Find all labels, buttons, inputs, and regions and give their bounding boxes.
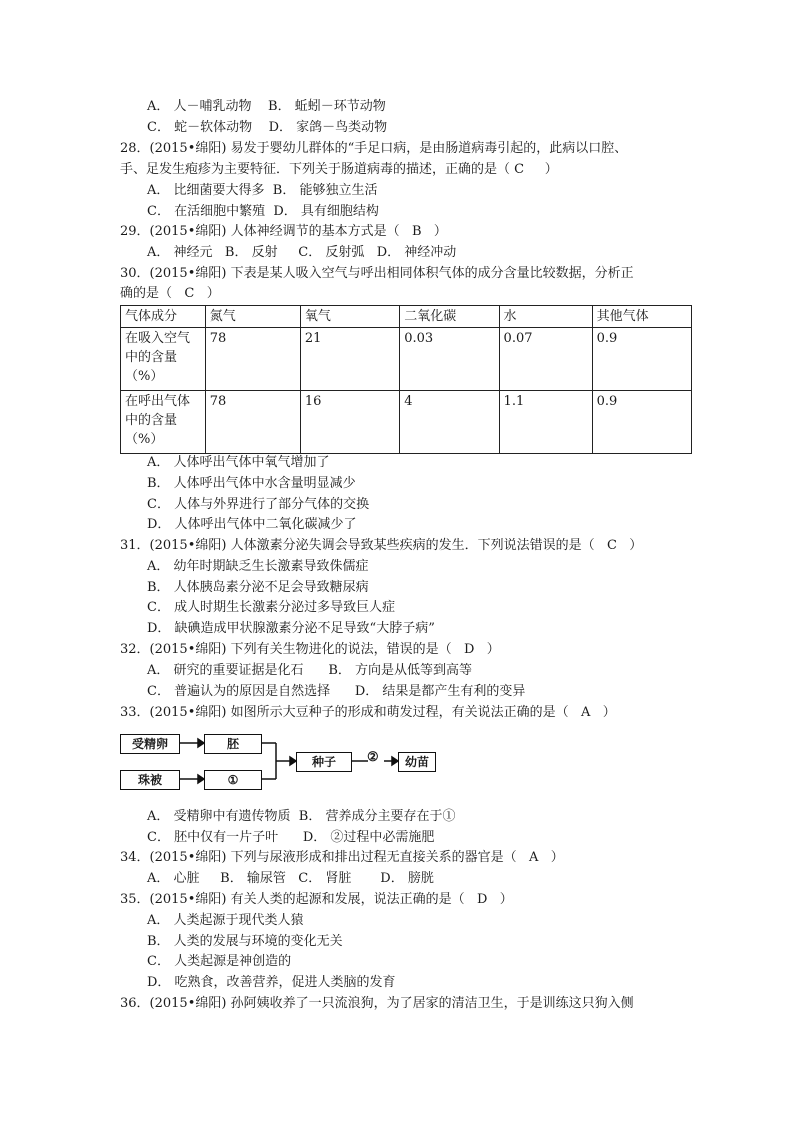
q31-option-d: D． 缺碘造成甲状腺激素分泌不足导致“大脖子病” xyxy=(147,621,435,636)
q35-option-a: A． 人类起源于现代类人猿 xyxy=(147,913,304,928)
q35-stem: 35．(2015•绵阳) 有关人类的起源和发展，说法正确的是（ D ） xyxy=(120,892,513,907)
q33-options-cd: C． 胚中仅有一片子叶 D． ②过程中必需施肥 xyxy=(147,830,435,845)
q30-option-c: C． 人体与外界进行了部分气体的交换 xyxy=(147,497,370,512)
row-label-line: 中的含量 xyxy=(125,350,178,365)
table-header-row xyxy=(121,306,692,328)
q31-option-a: A． 幼年时期缺乏生长激素导致侏儒症 xyxy=(147,559,369,574)
table-header-cell: 其他气体 xyxy=(592,306,691,328)
q29-options: A． 神经元 B． 反射 C． 反射弧 D． 神经冲动 xyxy=(147,245,457,260)
table-row-label xyxy=(121,391,206,454)
table-header-cell: 水 xyxy=(499,306,592,328)
q30-option-d: D． 人体呼出气体中二氧化碳减少了 xyxy=(147,517,357,532)
q29-stem: 29．(2015•绵阳) 人体神经调节的基本方式是（ B ） xyxy=(120,224,447,239)
table-cell: 21 xyxy=(300,328,399,391)
row-label-line: （%） xyxy=(125,369,164,384)
table-cell: 0.07 xyxy=(499,328,592,391)
row-label-line: 中的含量 xyxy=(125,413,178,428)
q28-stem-line2: 手、足发生疱疹为主要特征．下列关于肠道病毒的描述，正确的是（ C ） xyxy=(120,162,558,177)
germination-step-label: ② xyxy=(367,750,379,765)
table-header-cell: 氮气 xyxy=(205,306,300,328)
q28-stem-line1: 28．(2015•绵阳) 易发于婴幼儿群体的“手足口病，是由肠道病毒引起的，此病以口腔、 xyxy=(120,141,628,156)
q32-options-cd: C． 普遍认为的原因是自然选择 D． 结果是都产生有利的变异 xyxy=(147,684,526,699)
table-cell: 78 xyxy=(205,328,300,391)
table-row-label xyxy=(121,328,206,391)
q31-option-b: B． 人体胰岛素分泌不足会导致糖尿病 xyxy=(147,580,369,595)
seed-formation-diagram xyxy=(118,732,438,792)
q28-options-ab: A． 比细菌要大得多 B． 能够独立生活 xyxy=(147,183,378,198)
table-cell: 0.9 xyxy=(592,391,691,454)
q27-options-ab: A． 人－哺乳动物 B． 蚯蚓－环节动物 xyxy=(147,99,386,114)
embryo-box: 胚 xyxy=(204,734,262,754)
table-cell: 1.1 xyxy=(499,391,592,454)
q36-stem: 36．(2015•绵阳) 孙阿姨收养了一只流浪狗，为了居家的清洁卫生，于是训练这只狗入侧 xyxy=(120,996,634,1011)
integument-box: 珠被 xyxy=(120,770,180,790)
table-header-cell: 二氧化碳 xyxy=(400,306,499,328)
table-cell: 0.03 xyxy=(400,328,499,391)
seed-box: 种子 xyxy=(296,752,352,772)
q35-option-d: D． 吃熟食，改善营养，促进人类脑的发育 xyxy=(147,975,396,990)
q31-stem: 31．(2015•绵阳) 人体激素分泌失调会导致某些疾病的发生．下列说法错误的是（ C ） xyxy=(120,538,643,553)
row-label-line: 在吸入空气 xyxy=(125,331,191,346)
table-header-cell: 氧气 xyxy=(300,306,399,328)
table-header-cell: 气体成分 xyxy=(121,306,206,328)
q32-options-ab: A． 研究的重要证据是化石 B． 方向是从低等到高等 xyxy=(147,663,473,678)
q33-stem: 33．(2015•绵阳) 如图所示大豆种子的形成和萌发过程，有关说法正确的是（ A ） xyxy=(120,705,616,720)
q33-options-ab: A． 受精卵中有遗传物质 B． 营养成分主要存在于① xyxy=(147,809,456,824)
table-cell: 4 xyxy=(400,391,499,454)
q31-option-c: C． 成人时期生长激素分泌过多导致巨人症 xyxy=(147,600,396,615)
table-row xyxy=(121,328,692,391)
q30-option-b: B． 人体呼出气体中水含量明显减少 xyxy=(147,476,356,491)
seedling-box: 幼苗 xyxy=(398,752,436,772)
q27-options-cd: C． 蛇－软体动物 D． 家鸽－鸟类动物 xyxy=(147,120,388,135)
q35-option-b: B． 人类的发展与环境的变化无关 xyxy=(147,934,343,949)
q34-stem: 34．(2015•绵阳) 下列与尿液形成和排出过程无直接关系的器官是（ A ） xyxy=(120,850,564,865)
table-cell: 0.9 xyxy=(592,328,691,391)
gas-composition-table xyxy=(120,305,692,454)
seed-coat-box: ① xyxy=(204,770,262,790)
q30-stem-line1: 30．(2015•绵阳) 下表是某人吸入空气与呼出相同体积气体的成分含量比较数据，分析正 xyxy=(120,266,634,281)
zygote-box: 受精卵 xyxy=(120,734,180,754)
q34-options: A． 心脏 B． 输尿管 C． 肾脏 D． 膀胱 xyxy=(147,871,434,886)
q30-option-a: A． 人体呼出气体中氧气增加了 xyxy=(147,455,330,470)
q32-stem: 32．(2015•绵阳) 下列有关生物进化的说法，错误的是（ D ） xyxy=(120,642,500,657)
row-label-line: （%） xyxy=(125,432,164,447)
q30-stem-line2: 确的是（ C ） xyxy=(120,286,220,301)
table-cell: 16 xyxy=(300,391,399,454)
table-cell: 78 xyxy=(205,391,300,454)
table-row xyxy=(121,391,692,454)
q28-options-cd: C． 在活细胞中繁殖 D． 具有细胞结构 xyxy=(147,204,379,219)
row-label-line: 在呼出气体 xyxy=(125,394,191,409)
q35-option-c: C． 人类起源是神创造的 xyxy=(147,954,292,969)
